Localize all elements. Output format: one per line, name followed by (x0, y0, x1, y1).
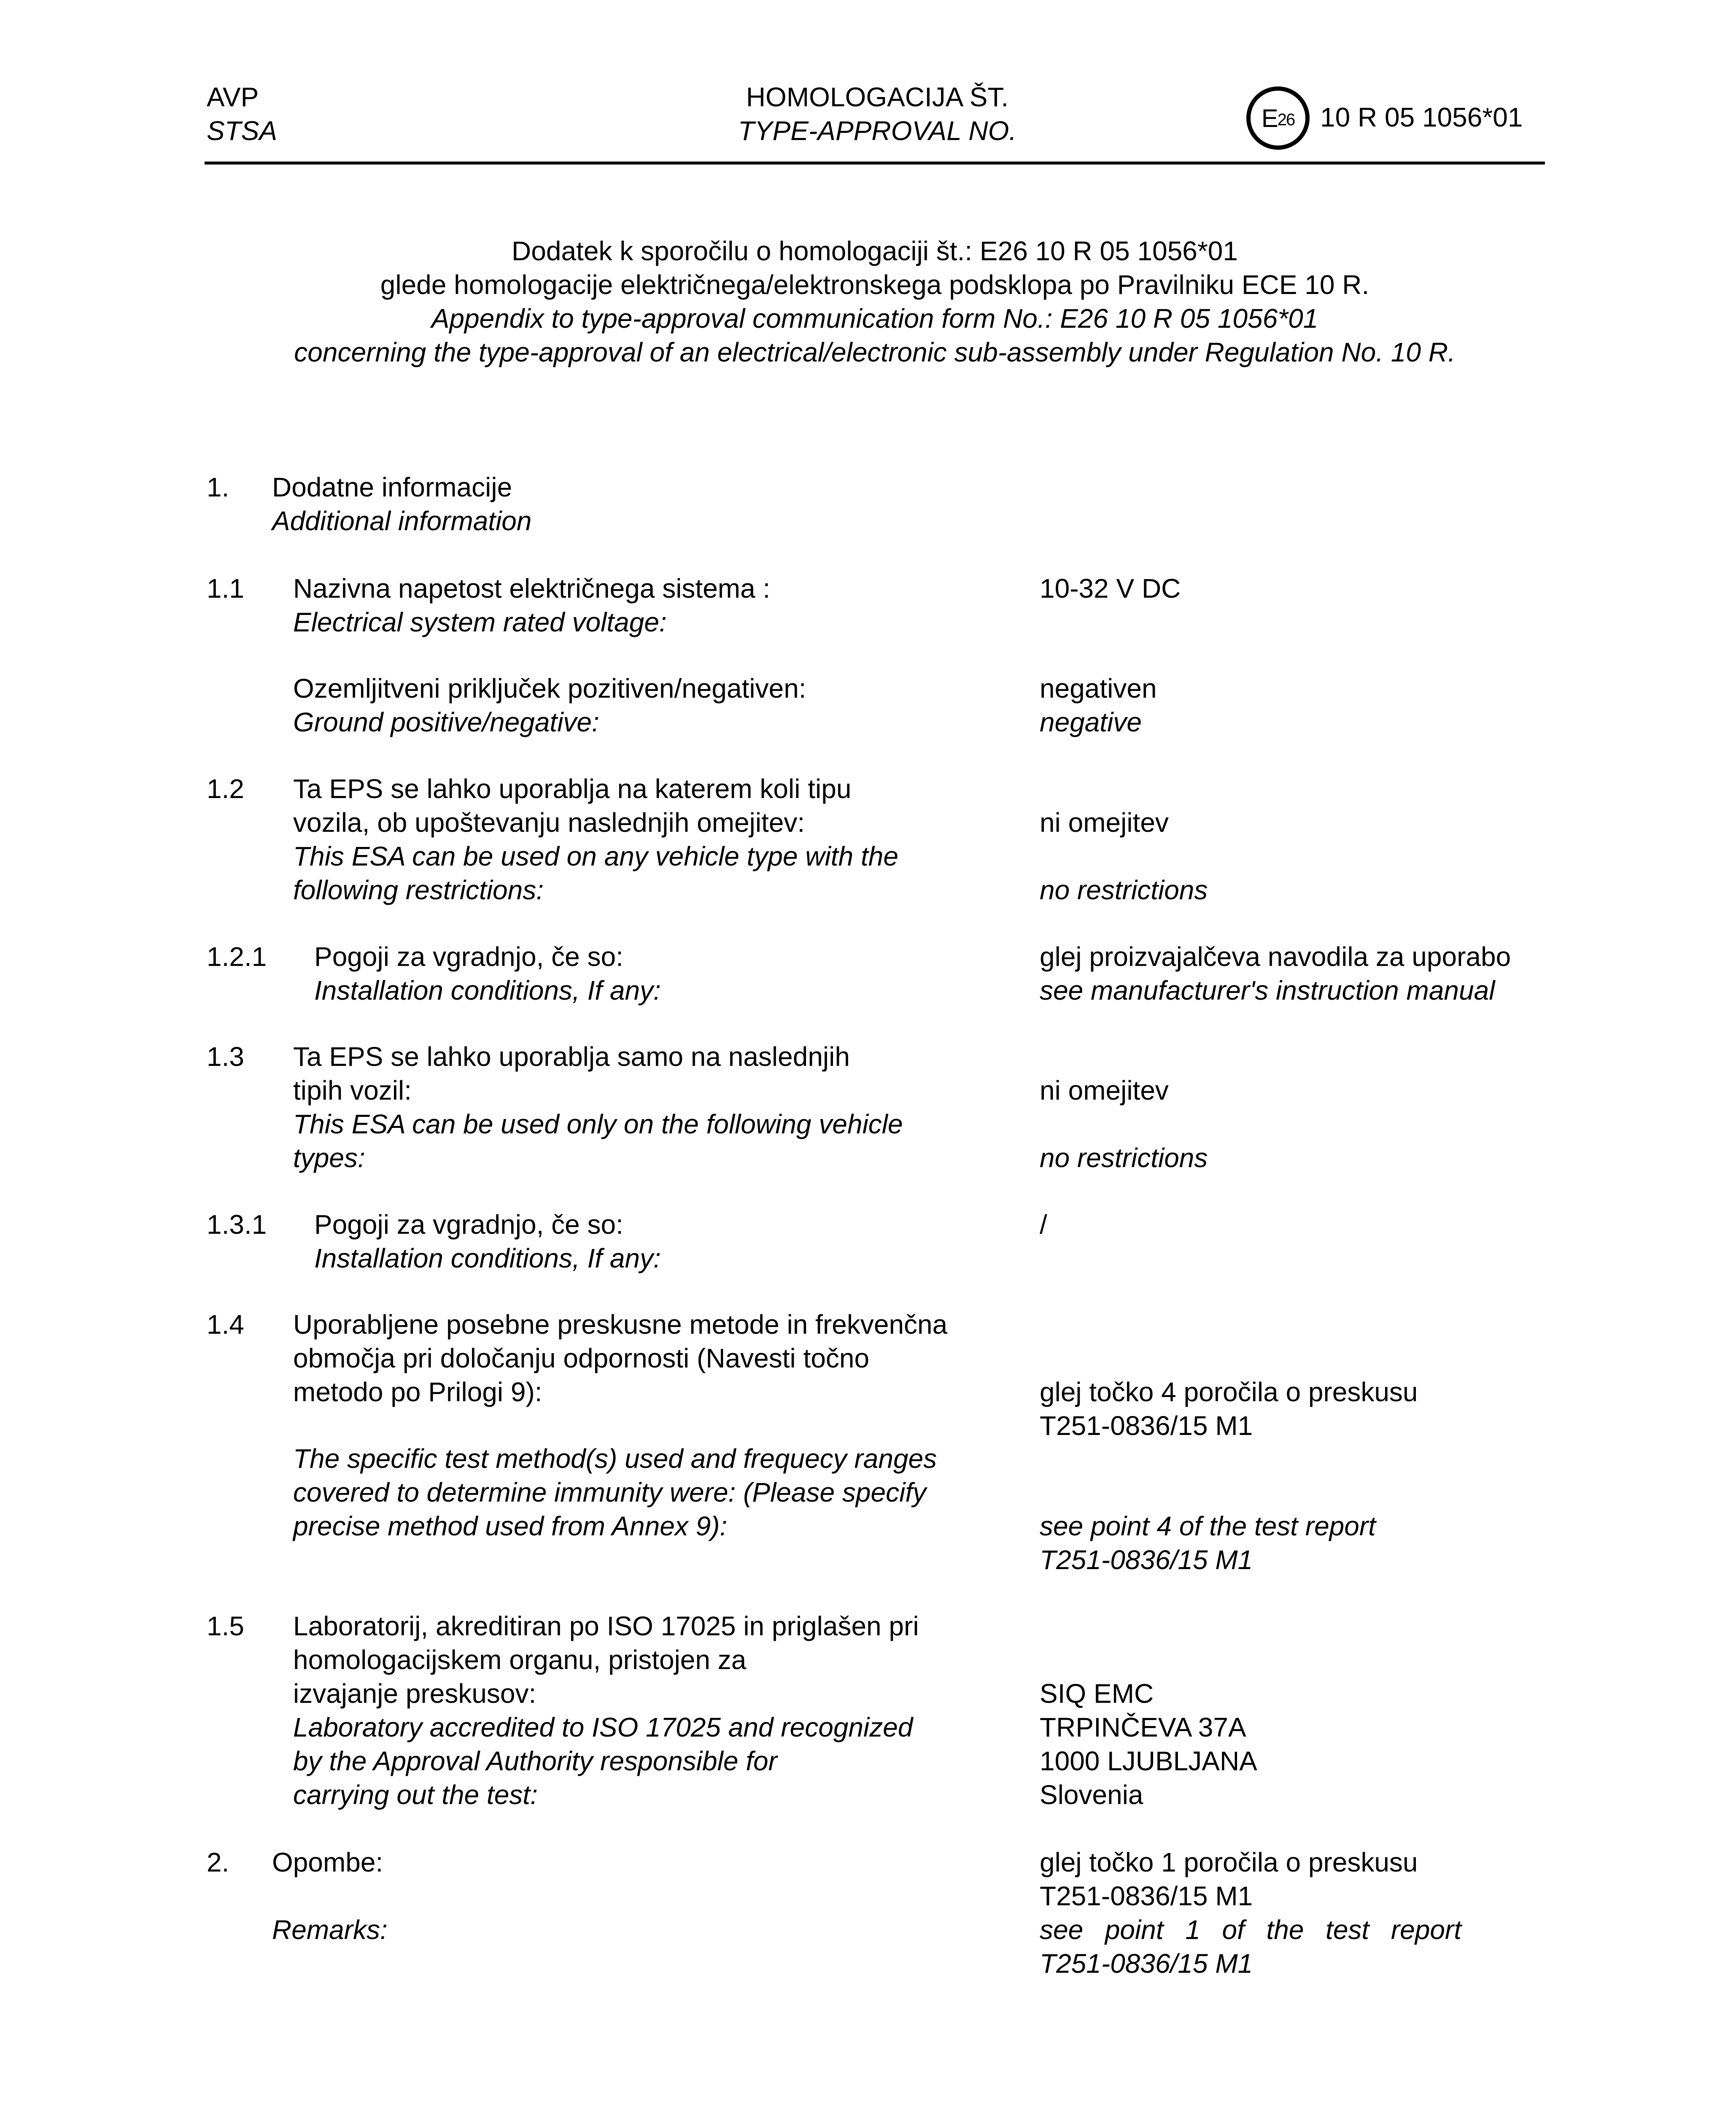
section-1-3-1-label-si: Pogoji za vgradnjo, če so: (314, 1209, 623, 1240)
section-1-4-value-si-1: glej točko 4 poročila o preskusu (1040, 1377, 1418, 1407)
section-1-4-label-en (293, 1442, 937, 1543)
section-1-4-label-en-3: precise method used from Annex 9): (293, 1511, 728, 1541)
section-1-2-1-value-en: see manufacturer's instruction manual (1040, 975, 1495, 1006)
section-1-4-value-en-2: T251-0836/15 M1 (1040, 1545, 1253, 1575)
section-1-4-label-si-2: območja pri določanju odpornosti (Navesti točno (293, 1343, 870, 1373)
section-1-5-label (293, 1609, 919, 1812)
header-organization (207, 80, 277, 148)
section-1-2-number: 1.2 (207, 774, 244, 804)
section-1-1-label (293, 572, 770, 639)
section-1-1-label-en: Electrical system rated voltage: (293, 607, 667, 637)
section-2-number: 2. (207, 1847, 229, 1877)
section-1-label-en: Additional information (272, 506, 532, 536)
section-1-2-label-si-2: vozila, ob upoštevanju naslednjih omejitev: (293, 807, 805, 838)
section-1-2-label-en-1: This ESA can be used on any vehicle type with the (293, 841, 898, 871)
section-1-3-label-si-1: Ta EPS se lahko uporablja samo na naslednjih (293, 1041, 850, 1072)
section-1-4-value-en-1: see point 4 of the test report (1040, 1511, 1376, 1541)
section-2-label-si: Opombe: (272, 1847, 383, 1877)
section-1-3-value-en: no restrictions (1040, 1143, 1208, 1173)
ground-value (1040, 672, 1157, 739)
section-1-4-label-si (293, 1308, 947, 1409)
header-org-en: STSA (207, 116, 278, 146)
section-2-value-si (1040, 1845, 1418, 1913)
section-1-5-label-si-1: Laboratorij, akreditiran po ISO 17025 in priglašen pri (293, 1611, 919, 1641)
section-1-5-label-si-3: izvajanje preskusov: (293, 1678, 536, 1709)
section-1-label (272, 470, 531, 538)
section-1-1-number: 1.1 (207, 573, 244, 604)
section-1-4-value-en (1040, 1509, 1376, 1577)
section-1-3-label (293, 1040, 903, 1175)
section-1-2-1-label-en: Installation conditions, If any: (314, 975, 661, 1006)
ground-value-en: negative (1040, 707, 1142, 737)
section-1-2-value-en: no restrictions (1040, 875, 1208, 905)
title-line-3: Appendix to type-approval communication form No.: E26 10 R 05 1056*01 (431, 303, 1318, 334)
ground-label-en: Ground positive/negative: (293, 707, 599, 737)
title-line-2: glede homologacije električnega/elektronskega podsklopa po Pravilniku ECE 10 R. (380, 270, 1369, 300)
section-1-5-label-en-2: by the Approval Authority responsible for (293, 1746, 777, 1776)
title-line-4: concerning the type-approval of an electrical/electronic sub-assembly under Regulation No. 10 R. (294, 337, 1456, 367)
section-1-3-1-value: / (1040, 1209, 1047, 1240)
e-mark-text (1251, 106, 1305, 132)
ground-label-si: Ozemljitveni priključek pozitiven/negativen: (293, 673, 806, 704)
section-1-4-label-si-1: Uporabljene posebne preskusne metode in frekvenčna (293, 1309, 948, 1340)
header-title-si: HOMOLOGACIJA ŠT. (746, 82, 1009, 112)
section-2-label-en: Remarks: (272, 1915, 388, 1945)
section-1-1-label-si: Nazivna napetost električnega sistema : (293, 573, 771, 604)
section-1-4-label-si-3: metodo po Prilogi 9): (293, 1377, 542, 1407)
section-1-2-label-en-2: following restrictions: (293, 875, 544, 905)
e-mark-country: 26 (1277, 111, 1295, 129)
section-1-number: 1. (207, 472, 229, 502)
ground-value-si: negativen (1040, 673, 1157, 704)
section-1-3-label-en-2: types: (293, 1143, 365, 1173)
section-1-2-1-label (314, 940, 661, 1007)
section-1-4-value-si-2: T251-0836/15 M1 (1040, 1410, 1253, 1441)
section-1-4-label-en-1: The specific test method(s) used and frequecy ranges (293, 1443, 937, 1474)
header-title-en: TYPE-APPROVAL NO. (738, 116, 1017, 146)
section-1-label-si: Dodatne informacije (272, 472, 512, 502)
e-mark-letter: E (1261, 104, 1278, 132)
section-1-3-value-si: ni omejitev (1040, 1075, 1169, 1106)
header-divider (205, 162, 1545, 165)
section-1-3-label-si-2: tipih vozil: (293, 1075, 412, 1106)
laboratory-city: 1000 LJUBLJANA (1040, 1746, 1257, 1776)
section-1-2-value-si: ni omejitev (1040, 807, 1169, 838)
laboratory-street: TRPINČEVA 37A (1040, 1712, 1246, 1742)
laboratory-address (1040, 1677, 1257, 1812)
section-1-2-label-si-1: Ta EPS se lahko uporablja na katerem koli tipu (293, 774, 852, 804)
section-2-value-en (1040, 1913, 1461, 1980)
section-1-2-1-value-si: glej proizvajalčeva navodila za uporabo (1040, 941, 1511, 972)
section-1-3-number: 1.3 (207, 1041, 244, 1072)
section-2-value-en-2: T251-0836/15 M1 (1040, 1948, 1253, 1979)
section-1-5-number: 1.5 (207, 1611, 244, 1641)
laboratory-country: Slovenia (1040, 1780, 1143, 1810)
section-1-2-1-value (1040, 940, 1511, 1007)
section-1-4-value-si (1040, 1375, 1418, 1443)
section-1-3-1-number: 1.3.1 (207, 1209, 267, 1240)
section-1-3-1-label (314, 1208, 661, 1275)
section-1-4-number: 1.4 (207, 1309, 244, 1340)
header-approval-number: 10 R 05 1056*01 (1320, 102, 1523, 132)
section-1-5-label-si-2: homologacijskem organu, pristojen za (293, 1645, 747, 1675)
section-1-1-value: 10-32 V DC (1040, 573, 1181, 604)
section-1-2-1-label-si: Pogoji za vgradnjo, če so: (314, 941, 623, 972)
header-org-si: AVP (207, 82, 259, 112)
header-title (721, 80, 1033, 148)
document-title (205, 234, 1545, 369)
section-2-value-si-2: T251-0836/15 M1 (1040, 1881, 1253, 1911)
section-1-3-label-en-1: This ESA can be used only on the following vehicle (293, 1109, 903, 1139)
section-1-5-label-en-3: carrying out the test: (293, 1780, 538, 1810)
section-1-3-1-label-en: Installation conditions, If any: (314, 1243, 661, 1273)
laboratory-name: SIQ EMC (1040, 1678, 1154, 1709)
section-1-2-1-number: 1.2.1 (207, 941, 267, 972)
title-line-1: Dodatek k sporočilu o homologaciji št.: E26 10 R 05 1056*01 (512, 236, 1238, 266)
section-1-2-label (293, 772, 898, 907)
section-1-5-label-en-1: Laboratory accredited to ISO 17025 and recognized (293, 1712, 913, 1742)
ground-label (293, 672, 806, 739)
section-2-value-en-1: see point 1 of the test report (1040, 1915, 1461, 1945)
section-2-value-si-1: glej točko 1 poročila o preskusu (1040, 1847, 1418, 1877)
section-1-4-label-en-2: covered to determine immunity were: (Please specify (293, 1477, 927, 1508)
e-mark-logo (1246, 86, 1310, 150)
